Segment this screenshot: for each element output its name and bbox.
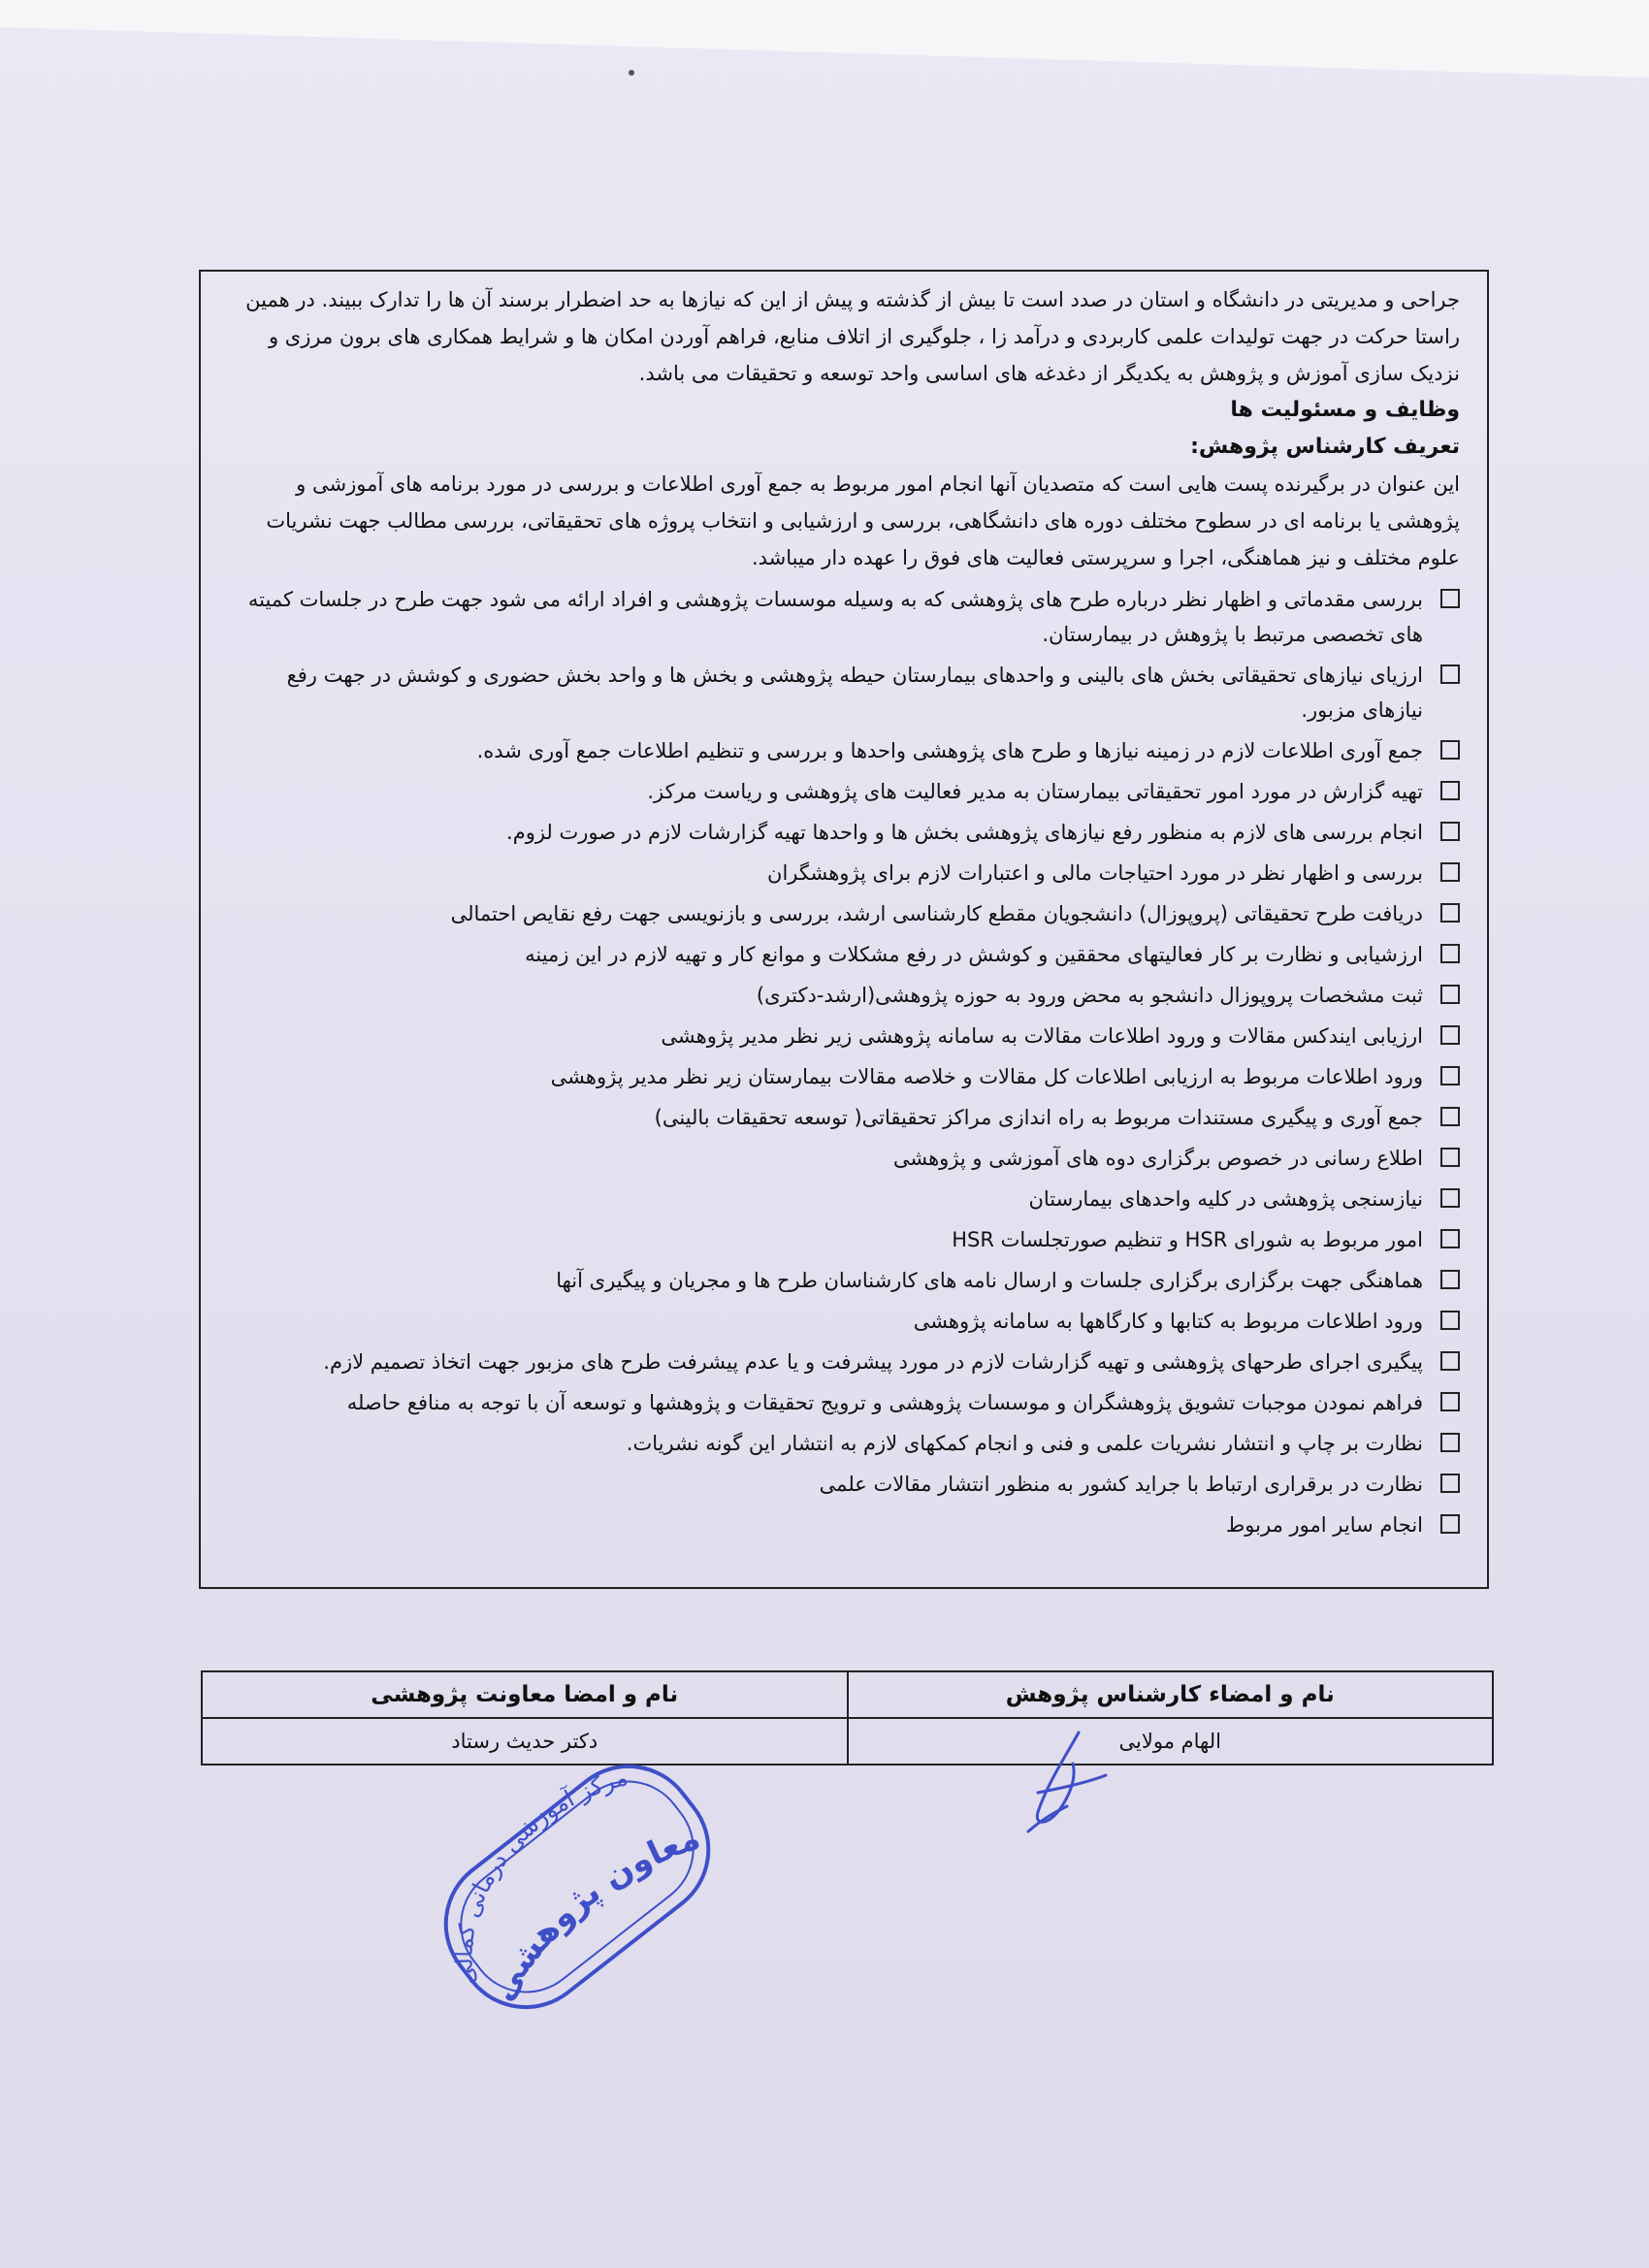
expert-signature-header: نام و امضاء کارشناس پژوهش [848,1671,1494,1718]
duty-item [240,658,1460,728]
duty-text: دریافت طرح تحقیقاتی (پروپوزال) دانشجویان مقطع کارشناسی ارشد، بررسی و بازنویسی جهت رفع نقایص احتمالی [450,902,1423,925]
duty-item [240,1304,1460,1339]
duty-text: جمع آوری و پیگیری مستندات مربوط به راه اندازی مراکز تحقیقاتی( توسعه تحقیقات بالینی) [654,1106,1423,1129]
duty-item [240,1100,1460,1135]
intro-paragraph: جراحی و مدیریتی در دانشگاه و استان در صدد است تا بیش از گذشته و پیش از این که نیازها به حد اضطرار برسند آن ها را تدارک ببیند. در همین راستا حرکت در جهت تولیدات علمی کاربردی و درآمد زا ، جلوگیری از اتلاف منابع، فراهم آوردن امکان ها و شرایط همکاری های برون مرزی و نزدیک سازی آموزش و پژوهش به یکدیگر از دغدغه های اساسی واحد توسعه و تحقیقات می باشد. [245,288,1460,385]
duty-checkbox[interactable] [1440,781,1460,800]
duty-item [240,815,1460,850]
duty-checkbox[interactable] [1440,1311,1460,1330]
duty-item [240,1467,1460,1502]
duty-text: پیگیری اجرای طرحهای پژوهشی و تهیه گزارشات لازم در مورد پیشرفت و یا عدم پیشرفت طرح های مزبور جهت اتخاذ تصمیم لازم. [323,1350,1423,1374]
duty-checkbox[interactable] [1440,1025,1460,1045]
signature-header-row [202,1671,1493,1718]
stamp-center-name: مرکز آموزشی درمانی کمالی [450,1763,631,1988]
duty-checkbox[interactable] [1440,1270,1460,1289]
duty-item [240,733,1460,768]
duty-text: امور مربوط به شورای HSR و تنظیم صورتجلسات HSR [952,1228,1423,1251]
duty-item [240,937,1460,972]
duty-checkbox[interactable] [1440,1392,1460,1411]
duty-item [240,582,1460,652]
duties-list [240,582,1460,1542]
duty-checkbox[interactable] [1440,1066,1460,1085]
duty-item [240,774,1460,809]
duty-text: نیازسنجی پژوهشی در کلیه واحدهای بیمارستان [1028,1187,1423,1211]
stamp-title: معاون پژوهشی [482,1818,705,2008]
duty-item [240,1141,1460,1176]
duty-text: ارزشیابی و نظارت بر کار فعالیتهای محققین و کوشش در رفع مشکلات و موانع کار و تهیه لازم در این زمینه [525,943,1423,966]
duty-text: فراهم نمودن موجبات تشویق پژوهشگران و موسسات پژوهشی و ترویج تحقیقات و پژوهشها و توسعه آن با توجه به منافع حاصله [346,1391,1423,1414]
duty-checkbox[interactable] [1440,985,1460,1004]
duty-text: نظارت بر چاپ و انتشار نشریات علمی و فنی و انجام کمکهای لازم به انتشار این گونه نشریات. [626,1432,1423,1455]
duty-text: انجام بررسی های لازم به منظور رفع نیازهای پژوهشی بخش ها و واحدها تهیه گزارشات لازم در صورت لزوم. [506,821,1423,844]
duty-item [240,1059,1460,1094]
duty-item [240,856,1460,891]
duty-checkbox[interactable] [1440,822,1460,841]
duties-frame [199,270,1489,1589]
duty-text: هماهنگی جهت برگزاری برگزاری جلسات و ارسال نامه های کارشناسان طرح ها و مجریان و پیگیری آنها [556,1269,1423,1292]
duty-checkbox[interactable] [1440,740,1460,760]
scan-dot [629,70,634,76]
official-stamp [417,1741,737,2032]
signature-name-row [202,1718,1493,1765]
duty-item [240,896,1460,931]
duty-checkbox[interactable] [1440,1433,1460,1452]
duty-checkbox[interactable] [1440,862,1460,882]
duty-item [240,1182,1460,1216]
handwritten-signature [1009,1725,1125,1841]
duty-item [240,1426,1460,1461]
duty-item [240,1385,1460,1420]
duty-checkbox[interactable] [1440,1107,1460,1126]
duty-text: بررسی و اظهار نظر در مورد احتیاجات مالی و اعتبارات لازم برای پژوهشگران [767,861,1423,885]
duty-checkbox[interactable] [1440,1188,1460,1208]
duty-text: ثبت مشخصات پروپوزال دانشجو به محض ورود به حوزه پژوهشی(ارشد-دکتری) [756,984,1423,1007]
duty-text: ورود اطلاعات مربوط به ارزیابی اطلاعات کل مقالات و خلاصه مقالات بیمارستان زیر نظر مدیر پژوهشی [550,1065,1423,1088]
duty-checkbox[interactable] [1440,664,1460,684]
duty-checkbox[interactable] [1440,903,1460,923]
duty-item [240,1507,1460,1542]
duty-text: نظارت در برقراری ارتباط با جراید کشور به منظور انتشار مقالات علمی [819,1473,1423,1496]
duty-item [240,1222,1460,1257]
definition-paragraph: این عنوان در برگیرنده پست هایی است که متصدیان آنها انجام امور مربوط به جمع آوری اطلاعات و بررسی در مورد برنامه های آموزشی و پژوهشی یا برنامه ای در سطوح مختلف دوره های دانشگاهی، بررسی و ارزشیابی و انتخاب پروژه های تحقیقاتی، بررسی مطالب جهت نشریات علوم مختلف و نیز هماهنگی، اجرا و سرپرستی فعالیت های فوق را عهده دار میباشد. [266,472,1460,569]
deputy-name: دکتر حدیث رستاد [202,1718,848,1765]
duty-item [240,1345,1460,1379]
duty-checkbox[interactable] [1440,589,1460,608]
duty-checkbox[interactable] [1440,944,1460,963]
duty-text: ورود اطلاعات مربوط به کتابها و کارگاهها به سامانه پژوهشی [913,1310,1423,1333]
duty-checkbox[interactable] [1440,1514,1460,1534]
duty-text: اطلاع رسانی در خصوص برگزاری دوه های آموزشی و پژوهشی [892,1147,1423,1170]
duty-checkbox[interactable] [1440,1229,1460,1248]
duty-checkbox[interactable] [1440,1351,1460,1371]
duty-checkbox[interactable] [1440,1474,1460,1493]
duty-item [240,978,1460,1013]
duties-heading: وظایف و مسئولیت ها [1230,398,1460,422]
duty-item [240,1019,1460,1053]
duty-text: بررسی مقدماتی و اظهار نظر درباره طرح های پژوهشی که به وسیله موسسات پژوهشی و افراد ارائه می شود جهت طرح در جلسات کمیته های تخصصی مرتبط با پژوهش در بیمارستان. [247,588,1423,646]
duty-text: انجام سایر امور مربوط [1225,1513,1423,1537]
signature-table [201,1670,1494,1766]
deputy-signature-header: نام و امضا معاونت پژوهشی [202,1671,848,1718]
duty-text: جمع آوری اطلاعات لازم در زمینه نیازها و طرح های پژوهشی واحدها و بررسی و تنظیم اطلاعات جمع آوری شده. [476,739,1423,762]
expert-name: الهام مولایی [848,1718,1494,1765]
duty-text: ارزیابی ایندکس مقالات و ورود اطلاعات مقالات به سامانه پژوهشی زیر نظر مدیر پژوهشی [661,1024,1423,1048]
duty-text: ارزیای نیازهای تحقیقاتی بخش های بالینی و واحدهای بیمارستان حیطه پژوهشی و بخش ها و واحد بخش حضوری و کوشش در جهت رفع نیازهای مزبور. [286,664,1423,722]
duty-item [240,1263,1460,1298]
duty-text: تهیه گزارش در مورد امور تحقیقاتی بیمارستان به مدیر فعالیت های پژوهشی و ریاست مرکز. [647,780,1423,803]
duty-checkbox[interactable] [1440,1148,1460,1167]
definition-heading: تعریف کارشناس پژوهش: [1190,435,1460,459]
